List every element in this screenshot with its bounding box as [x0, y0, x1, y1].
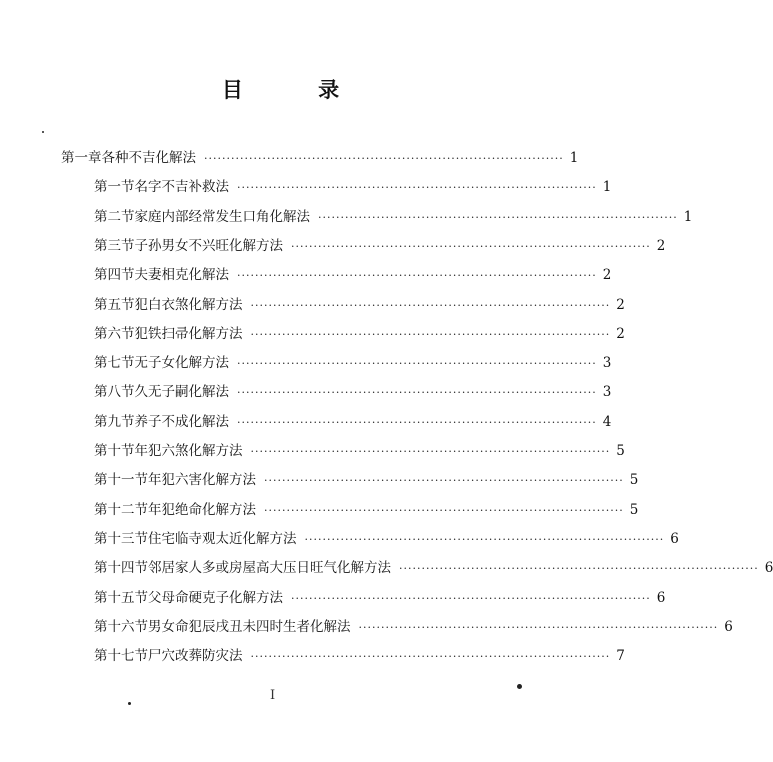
toc-entry-title: 子孙男女不兴旺化解方法 [134, 237, 283, 254]
toc-entry-title: 久无子嗣化解法 [134, 384, 229, 401]
toc-entry [94, 557, 773, 579]
toc-entry-title: 父母命硬克子化解方法 [148, 589, 283, 606]
toc-entry-page: 4 [602, 413, 612, 430]
toc-entry [94, 440, 625, 462]
toc-entry-number: 第一节 [94, 179, 135, 196]
toc-entry-page: 2 [616, 325, 625, 342]
toc-entry-page: 6 [724, 618, 733, 635]
toc-entry-page: 7 [616, 648, 625, 665]
toc-entry-title: 尸穴改葬防灾法 [148, 648, 243, 665]
toc-entry [94, 294, 625, 316]
toc-entry [94, 352, 612, 374]
dot-leader: ················································································ [204, 152, 564, 165]
toc-entry-title: 名字不吉补救法 [134, 179, 229, 196]
toc-entry [94, 411, 612, 433]
toc-entry [94, 645, 625, 667]
dot-leader: ················································································ [250, 298, 611, 312]
toc-entry-number: 第十四节 [94, 560, 148, 577]
toc-entry-number: 第六节 [94, 325, 135, 342]
scan-speck [517, 684, 522, 689]
dot-leader: ················································································ [399, 562, 759, 576]
toc-entry-number: 第十节 [94, 443, 135, 459]
toc-entry-number: 第十一节 [94, 472, 148, 489]
toc-entry-page: 1 [602, 179, 612, 196]
dot-leader: ················································································ [250, 327, 611, 341]
toc-entry [94, 381, 612, 403]
toc-entry-number: 第十三节 [94, 530, 148, 547]
toc-entry-page: 3 [602, 355, 612, 372]
toc-entry-title: 养子不成化解法 [134, 413, 229, 430]
dot-leader: ················································································ [237, 386, 597, 400]
toc-entry-number: 第十六节 [94, 618, 148, 635]
dot-leader: ················································································ [318, 210, 678, 224]
toc-entry-page: 6 [656, 589, 666, 606]
toc-entry-page: 6 [764, 560, 773, 577]
toc-entry-number: 第二节 [94, 208, 135, 225]
toc-entry-page: 2 [602, 267, 612, 284]
dot-leader: ················································································ [250, 445, 611, 458]
toc-entry-title: 男女命犯辰戌丑未四时生者化解法 [148, 618, 351, 635]
dot-leader: ················································································ [358, 620, 719, 634]
toc-entry-page: 5 [629, 501, 639, 518]
toc-entry-title: 家庭内部经常发生口角化解法 [134, 208, 310, 225]
toc-entry-number: 第十五节 [94, 589, 148, 606]
dot-leader: ················································································ [237, 357, 597, 371]
toc-entry-title: 犯铁扫帚化解方法 [134, 325, 243, 342]
toc-entry [94, 176, 612, 198]
toc-entry [94, 616, 733, 638]
dot-leader: ················································································ [250, 650, 611, 664]
toc-entry [94, 469, 639, 491]
toc-entry-title: 邻居家人多或房屋高大压日旺气化解方法 [148, 560, 391, 577]
dot-leader: ················································································ [237, 269, 597, 283]
page-footer-number: I [270, 688, 276, 703]
toc-entry-number: 第八节 [94, 384, 135, 401]
toc-entry-title: 无子女化解方法 [134, 355, 229, 372]
toc-entry [94, 528, 679, 550]
toc-entry-title: 住宅临寺观太近化解方法 [148, 530, 297, 547]
toc-entry-number: 第十七节 [94, 648, 148, 665]
toc-entry [61, 147, 579, 169]
dot-leader: ················································································ [304, 532, 665, 546]
toc-entry-page: 5 [616, 443, 625, 459]
dot-leader: ················································································ [237, 415, 597, 429]
toc-entry [94, 323, 625, 345]
toc-entry-title: 犯白衣煞化解方法 [134, 296, 243, 313]
scan-speck [128, 702, 131, 705]
toc-entry-page: 1 [569, 150, 579, 166]
toc-entry-number: 第五节 [94, 296, 135, 313]
scan-speck [42, 131, 44, 133]
toc-entry-title: 年犯六煞化解方法 [134, 443, 243, 459]
toc-entry-number: 第七节 [94, 355, 135, 372]
dot-leader: ················································································ [264, 503, 624, 517]
toc-entry-number: 第四节 [94, 267, 135, 284]
toc-entry [94, 206, 693, 228]
dot-leader: ················································································ [264, 474, 624, 488]
toc-entry-number: 第三节 [94, 237, 135, 254]
toc-entry-page: 5 [629, 472, 639, 489]
toc-entry-page: 2 [616, 296, 625, 313]
toc-entry-title: 年犯绝命化解方法 [148, 501, 256, 518]
toc-entry-page: 2 [656, 237, 666, 254]
toc-entry-title: 年犯六害化解方法 [148, 472, 256, 489]
toc-entry [94, 587, 666, 609]
toc-entry-number: 第九节 [94, 413, 135, 430]
toc-entry-page: 6 [670, 530, 679, 547]
page-title: 目 录 [221, 78, 374, 102]
toc-entry-title: 夫妻相克化解法 [134, 267, 229, 284]
dot-leader: ················································································ [291, 239, 651, 253]
toc-entry-page: 1 [683, 208, 693, 225]
dot-leader: ················································································ [291, 591, 651, 605]
toc-entry-number: 第十二节 [94, 501, 148, 518]
toc-entry [94, 235, 666, 257]
toc-entry [94, 499, 639, 521]
dot-leader: ················································································ [237, 181, 597, 195]
toc-entry [94, 264, 612, 286]
toc-entry-number: 第一章 [61, 150, 102, 166]
toc-entry-page: 3 [602, 384, 612, 401]
toc-entry-title: 各种不吉化解法 [101, 150, 196, 166]
